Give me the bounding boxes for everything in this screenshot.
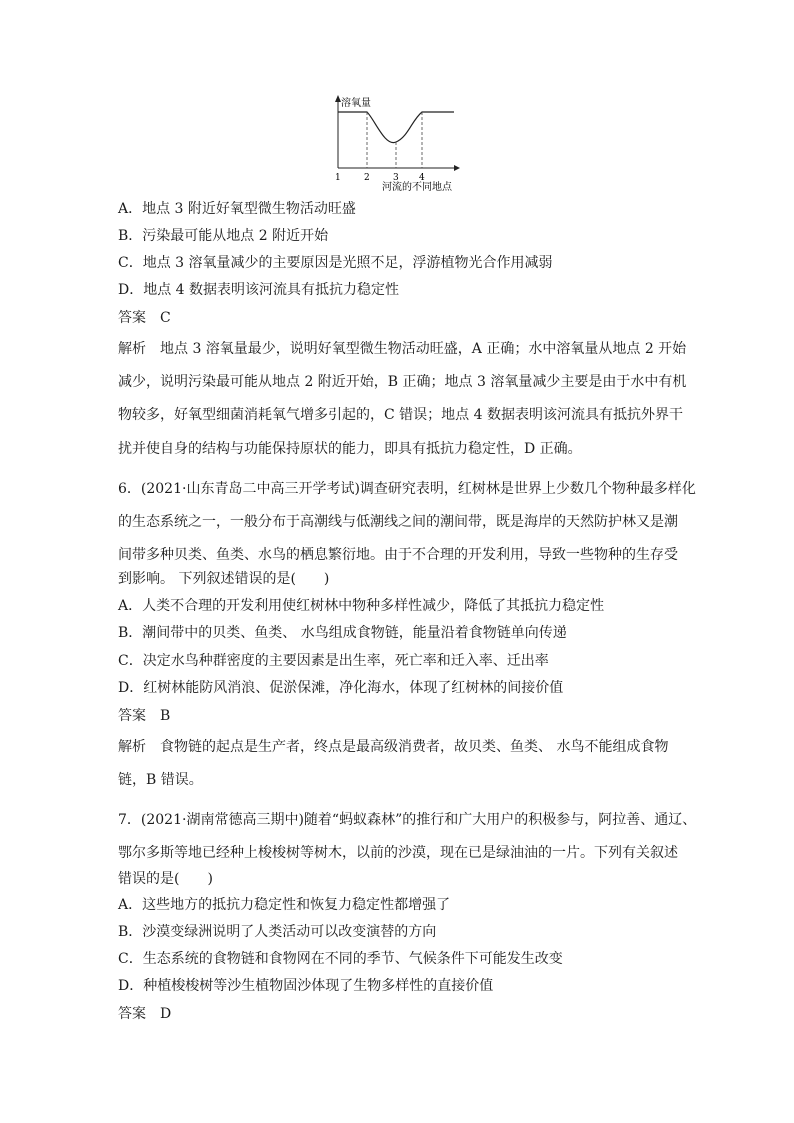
q6-option-d: D．红树林能防风消浪、促淤保滩，净化海水，体现了红树林的间接价值 <box>118 680 564 696</box>
q7-option-b: B．沙漠变绿洲说明了人类活动可以改变演替的方向 <box>118 924 437 940</box>
answer-label: 答案 <box>118 310 146 326</box>
answer-value: D <box>160 1006 172 1022</box>
q7-stem-line-2: 鄂尔多斯等地已经种上梭梭树等树木，以前的沙漠，现在已是绿油油的一片。下列有关叙述 <box>118 845 678 861</box>
q7-stem-line-1: 7．(2021·湖南常德高三期中)随着“蚂蚁森林”的推行和广大用户的积极参与，阿拉善、通辽、 <box>118 812 697 828</box>
q7-answer <box>118 1005 171 1023</box>
q7-option-d: D．种植梭梭树等沙生植物固沙体现了生物多样性的直接价值 <box>118 978 494 994</box>
q7-option-a: A．这些地方的抵抗力稳定性和恢复力稳定性都增强了 <box>118 897 451 913</box>
q5-analysis-line-3: 物较多，好氧型细菌消耗氧气增多引起的，C 错误；地点 4 数据表明该河流具有抵抗外界干 <box>118 407 683 423</box>
q6-option-c: C．决定水鸟种群密度的主要因素是出生率，死亡率和迁入率、迁出率 <box>118 653 549 669</box>
oxygen-chart-svg <box>330 92 470 192</box>
x-tick-1: 1 <box>335 173 341 183</box>
x-axis-label: 河流的不同地点 <box>382 182 452 192</box>
q5-option-c: C．地点 3 溶氧量减少的主要原因是光照不足，浮游植物光合作用减弱 <box>118 255 553 271</box>
q5-analysis-line-4: 扰并使自身的结构与功能保持原状的能力，即具有抵抗力稳定性，D 正确。 <box>118 441 582 457</box>
x-tick-3: 3 <box>393 173 399 183</box>
q5-option-a: A．地点 3 附近好氧型微生物活动旺盛 <box>118 201 356 217</box>
answer-value: C <box>160 310 171 326</box>
q6-analysis-line-2: 链，B 错误。 <box>118 772 203 788</box>
q6-answer <box>118 707 170 725</box>
q5-analysis-line-2: 减少，说明污染最可能从地点 2 附近开始，B 正确；地点 3 溶氧量减少主要是由于水中有机 <box>118 374 687 390</box>
x-axis-arrow <box>454 165 460 171</box>
q6-stem-line-4: 到影响。 下列叙述错误的是( ) <box>118 571 330 587</box>
q6-stem-line-1: 6．(2021·山东青岛二中高三开学考试)调查研究表明，红树林是世界上少数几个物种最多样化 <box>118 481 696 497</box>
q6-stem-line-2: 的生态系统之一，一般分布于高潮线与低潮线之间的潮间带，既是海岸的天然防护林又是潮 <box>118 514 678 530</box>
q5-option-d: D．地点 4 数据表明该河流具有抵抗力稳定性 <box>118 282 400 298</box>
oxygen-chart <box>330 92 470 192</box>
q6-analysis-line-1: 解析 食物链的起点是生产者，终点是最高级消费者，故贝类、鱼类、 水鸟不能组成食物 <box>118 739 669 755</box>
x-tick-2: 2 <box>364 173 370 183</box>
q6-stem-line-3: 间带多种贝类、鱼类、水鸟的栖息繁衍地。由于不合理的开发利用，导致一些物种的生存受 <box>118 547 678 563</box>
q7-option-c: C．生态系统的食物链和食物网在不同的季节、气候条件下可能发生改变 <box>118 951 563 967</box>
q5-analysis-line-1: 解析 地点 3 溶氧量最少，说明好氧型微生物活动旺盛，A 正确；水中溶氧量从地点 2 开始 <box>118 341 687 357</box>
y-axis-label: 溶氧量 <box>341 98 371 109</box>
q7-stem-line-3: 错误的是( ) <box>118 871 213 887</box>
q5-option-b: B．污染最可能从地点 2 附近开始 <box>118 228 329 244</box>
x-tick-4: 4 <box>419 173 425 183</box>
answer-label: 答案 <box>118 1006 146 1022</box>
oxygen-curve <box>338 112 454 143</box>
answer-value: B <box>160 708 171 724</box>
q5-answer <box>118 309 171 327</box>
q6-option-b: B．潮间带中的贝类、鱼类、 水鸟组成食物链，能量沿着食物链单向传递 <box>118 625 567 641</box>
answer-label: 答案 <box>118 708 146 724</box>
q6-option-a: A．人类不合理的开发利用使红树林中物种多样性减少，降低了其抵抗力稳定性 <box>118 598 605 614</box>
